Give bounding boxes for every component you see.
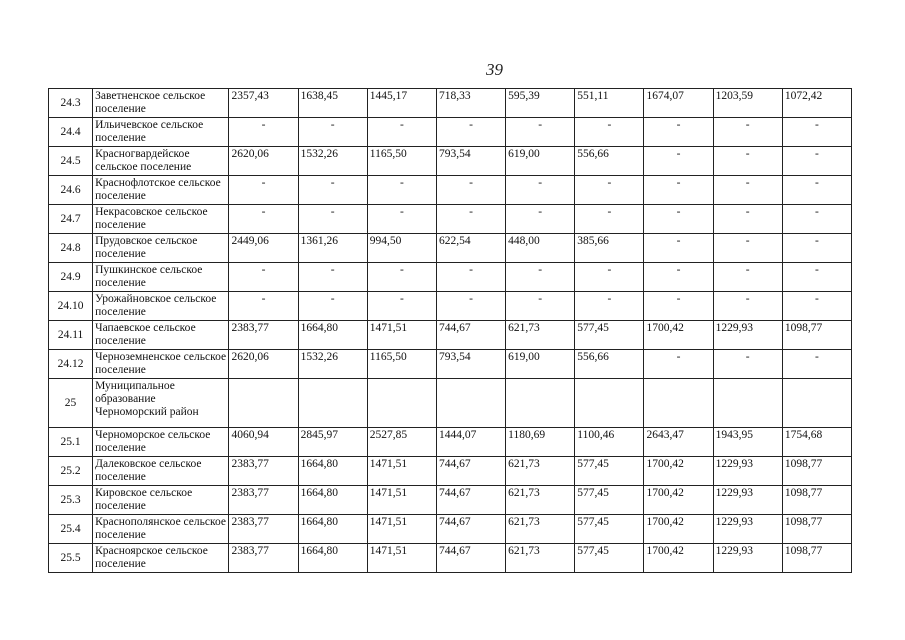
value-cell: 1471,51 <box>367 457 436 486</box>
value-cell: 577,45 <box>575 544 644 573</box>
value-cell: 1674,07 <box>644 89 713 118</box>
value-cell <box>506 379 575 428</box>
value-cell: 1100,46 <box>575 428 644 457</box>
row-number: 24.4 <box>49 118 93 147</box>
row-number: 25.2 <box>49 457 93 486</box>
value-cell: - <box>575 292 644 321</box>
value-cell: 1700,42 <box>644 544 713 573</box>
value-cell: - <box>713 263 782 292</box>
value-cell: 551,11 <box>575 89 644 118</box>
value-cell: - <box>229 263 298 292</box>
row-number: 25.4 <box>49 515 93 544</box>
value-cell: - <box>713 350 782 379</box>
value-cell: 1700,42 <box>644 486 713 515</box>
row-number: 25.3 <box>49 486 93 515</box>
value-cell: 2643,47 <box>644 428 713 457</box>
value-cell: 1445,17 <box>367 89 436 118</box>
value-cell: 744,67 <box>436 544 505 573</box>
value-cell: - <box>298 292 367 321</box>
value-cell: 1664,80 <box>298 544 367 573</box>
value-cell: - <box>298 176 367 205</box>
value-cell: - <box>298 118 367 147</box>
value-cell: 1664,80 <box>298 515 367 544</box>
value-cell: - <box>436 176 505 205</box>
row-number: 24.6 <box>49 176 93 205</box>
settlement-name: Краснополянское сельское поселение <box>93 515 229 544</box>
value-cell: 2845,97 <box>298 428 367 457</box>
row-number: 25.1 <box>49 428 93 457</box>
value-cell: 2357,43 <box>229 89 298 118</box>
settlement-name: Далековское сельское поселение <box>93 457 229 486</box>
value-cell <box>436 379 505 428</box>
value-cell: 619,00 <box>506 147 575 176</box>
value-cell: - <box>713 118 782 147</box>
value-cell <box>298 379 367 428</box>
value-cell: 1532,26 <box>298 147 367 176</box>
value-cell: 2620,06 <box>229 147 298 176</box>
value-cell: - <box>644 176 713 205</box>
value-cell: 718,33 <box>436 89 505 118</box>
value-cell: 2383,77 <box>229 544 298 573</box>
row-number: 24.7 <box>49 205 93 234</box>
value-cell: - <box>713 147 782 176</box>
value-cell: 577,45 <box>575 486 644 515</box>
value-cell: 793,54 <box>436 350 505 379</box>
table-row <box>49 89 852 118</box>
value-cell: 595,39 <box>506 89 575 118</box>
value-cell: - <box>229 176 298 205</box>
value-cell: 577,45 <box>575 321 644 350</box>
value-cell: 1098,77 <box>782 515 851 544</box>
value-cell: - <box>367 292 436 321</box>
value-cell: - <box>575 263 644 292</box>
row-number: 24.11 <box>49 321 93 350</box>
table-row <box>49 350 852 379</box>
value-cell: - <box>298 263 367 292</box>
value-cell: 621,73 <box>506 515 575 544</box>
value-cell: - <box>436 292 505 321</box>
value-cell <box>229 379 298 428</box>
value-cell: - <box>782 205 851 234</box>
table-row <box>49 292 852 321</box>
value-cell: 1098,77 <box>782 486 851 515</box>
value-cell: 448,00 <box>506 234 575 263</box>
value-cell: - <box>436 205 505 234</box>
table-row <box>49 428 852 457</box>
value-cell: 1229,93 <box>713 515 782 544</box>
settlement-name: Ильичевское сельское поселение <box>93 118 229 147</box>
value-cell: - <box>367 263 436 292</box>
value-cell: - <box>506 118 575 147</box>
value-cell: 744,67 <box>436 321 505 350</box>
value-cell: 1700,42 <box>644 515 713 544</box>
value-cell <box>575 379 644 428</box>
table-body <box>49 89 852 573</box>
value-cell: 1098,77 <box>782 544 851 573</box>
value-cell: - <box>782 176 851 205</box>
page-number: 39 <box>486 60 503 79</box>
value-cell: 1072,42 <box>782 89 851 118</box>
table-row <box>49 263 852 292</box>
settlement-name: Заветненское сельское поселение <box>93 89 229 118</box>
value-cell: 1754,68 <box>782 428 851 457</box>
settlement-name: Пушкинское сельское поселение <box>93 263 229 292</box>
value-cell: - <box>713 292 782 321</box>
value-cell: - <box>367 176 436 205</box>
value-cell: 621,73 <box>506 321 575 350</box>
value-cell: - <box>229 118 298 147</box>
value-cell: - <box>782 118 851 147</box>
value-cell <box>367 379 436 428</box>
value-cell: - <box>782 292 851 321</box>
value-cell: - <box>367 205 436 234</box>
value-cell: - <box>713 234 782 263</box>
value-cell: 1700,42 <box>644 321 713 350</box>
value-cell: 1471,51 <box>367 544 436 573</box>
table-row <box>49 544 852 573</box>
value-cell: - <box>644 350 713 379</box>
table-row <box>49 515 852 544</box>
value-cell: 1664,80 <box>298 486 367 515</box>
value-cell: 1229,93 <box>713 544 782 573</box>
value-cell: - <box>229 205 298 234</box>
settlement-name: Кировское сельское поселение <box>93 486 229 515</box>
value-cell: - <box>713 176 782 205</box>
settlement-name: Некрасовское сельское поселение <box>93 205 229 234</box>
value-cell: - <box>229 292 298 321</box>
value-cell: - <box>782 350 851 379</box>
value-cell: 1664,80 <box>298 321 367 350</box>
settlement-name: Прудовское сельское поселение <box>93 234 229 263</box>
value-cell: 744,67 <box>436 515 505 544</box>
value-cell: - <box>782 234 851 263</box>
table-row <box>49 147 852 176</box>
value-cell: - <box>436 263 505 292</box>
table-row <box>49 457 852 486</box>
value-cell: 622,54 <box>436 234 505 263</box>
value-cell: - <box>644 205 713 234</box>
value-cell: 1471,51 <box>367 515 436 544</box>
value-cell: 1444,07 <box>436 428 505 457</box>
value-cell: - <box>298 205 367 234</box>
value-cell: 4060,94 <box>229 428 298 457</box>
value-cell: - <box>506 292 575 321</box>
value-cell: 2620,06 <box>229 350 298 379</box>
value-cell: 1180,69 <box>506 428 575 457</box>
value-cell: 2383,77 <box>229 515 298 544</box>
settlement-name: Красноярское сельское поселение <box>93 544 229 573</box>
value-cell: 1700,42 <box>644 457 713 486</box>
row-number: 24.9 <box>49 263 93 292</box>
table-row <box>49 205 852 234</box>
value-cell: - <box>506 205 575 234</box>
value-cell: - <box>644 263 713 292</box>
value-cell: 2383,77 <box>229 321 298 350</box>
value-cell: - <box>506 176 575 205</box>
value-cell: 619,00 <box>506 350 575 379</box>
value-cell: 1361,26 <box>298 234 367 263</box>
value-cell: 1165,50 <box>367 147 436 176</box>
settlement-name: Черноморское сельское поселение <box>93 428 229 457</box>
value-cell: 1471,51 <box>367 486 436 515</box>
table-row <box>49 486 852 515</box>
value-cell: 621,73 <box>506 544 575 573</box>
settlement-name: Урожайновское сельское поселение <box>93 292 229 321</box>
value-cell: 1532,26 <box>298 350 367 379</box>
value-cell: 744,67 <box>436 457 505 486</box>
value-cell <box>713 379 782 428</box>
table-row <box>49 234 852 263</box>
row-number: 24.12 <box>49 350 93 379</box>
table-row <box>49 176 852 205</box>
row-number: 24.10 <box>49 292 93 321</box>
value-cell: - <box>644 147 713 176</box>
value-cell: 621,73 <box>506 457 575 486</box>
value-cell: 2527,85 <box>367 428 436 457</box>
value-cell: - <box>575 176 644 205</box>
value-cell: 1664,80 <box>298 457 367 486</box>
value-cell: 1098,77 <box>782 457 851 486</box>
value-cell: - <box>782 263 851 292</box>
value-cell: 1943,95 <box>713 428 782 457</box>
value-cell: 1098,77 <box>782 321 851 350</box>
settlement-name: Чапаевское сельское поселение <box>93 321 229 350</box>
settlement-name: Красногвардейское сельское поселение <box>93 147 229 176</box>
value-cell: 2383,77 <box>229 486 298 515</box>
value-cell: 621,73 <box>506 486 575 515</box>
value-cell <box>644 379 713 428</box>
row-number: 25 <box>49 379 93 428</box>
row-number: 24.8 <box>49 234 93 263</box>
value-cell: 994,50 <box>367 234 436 263</box>
value-cell: 1229,93 <box>713 457 782 486</box>
row-number: 24.3 <box>49 89 93 118</box>
value-cell: 1229,93 <box>713 321 782 350</box>
value-cell: - <box>575 205 644 234</box>
row-number: 24.5 <box>49 147 93 176</box>
settlement-name: Краснофлотское сельское поселение <box>93 176 229 205</box>
value-cell: - <box>644 292 713 321</box>
value-cell: 1165,50 <box>367 350 436 379</box>
value-cell: - <box>506 263 575 292</box>
value-cell: 1638,45 <box>298 89 367 118</box>
row-number: 25.5 <box>49 544 93 573</box>
value-cell: - <box>713 205 782 234</box>
value-cell: 577,45 <box>575 515 644 544</box>
value-cell: - <box>644 234 713 263</box>
table-row <box>49 379 852 428</box>
value-cell: - <box>367 118 436 147</box>
value-cell: 2383,77 <box>229 457 298 486</box>
value-cell: 1471,51 <box>367 321 436 350</box>
value-cell: 1203,59 <box>713 89 782 118</box>
value-cell: 556,66 <box>575 147 644 176</box>
value-cell: 1229,93 <box>713 486 782 515</box>
value-cell: 793,54 <box>436 147 505 176</box>
value-cell: - <box>782 147 851 176</box>
value-cell: 577,45 <box>575 457 644 486</box>
value-cell: 744,67 <box>436 486 505 515</box>
value-cell: - <box>575 118 644 147</box>
settlement-name: Муниципальное образование Черноморский район <box>93 379 229 428</box>
value-cell: - <box>644 118 713 147</box>
tariff-table <box>48 88 852 573</box>
value-cell <box>782 379 851 428</box>
settlement-name: Черноземненское сельское поселение <box>93 350 229 379</box>
value-cell: 556,66 <box>575 350 644 379</box>
value-cell: 2449,06 <box>229 234 298 263</box>
table-row <box>49 321 852 350</box>
value-cell: 385,66 <box>575 234 644 263</box>
value-cell: - <box>436 118 505 147</box>
table-row <box>49 118 852 147</box>
